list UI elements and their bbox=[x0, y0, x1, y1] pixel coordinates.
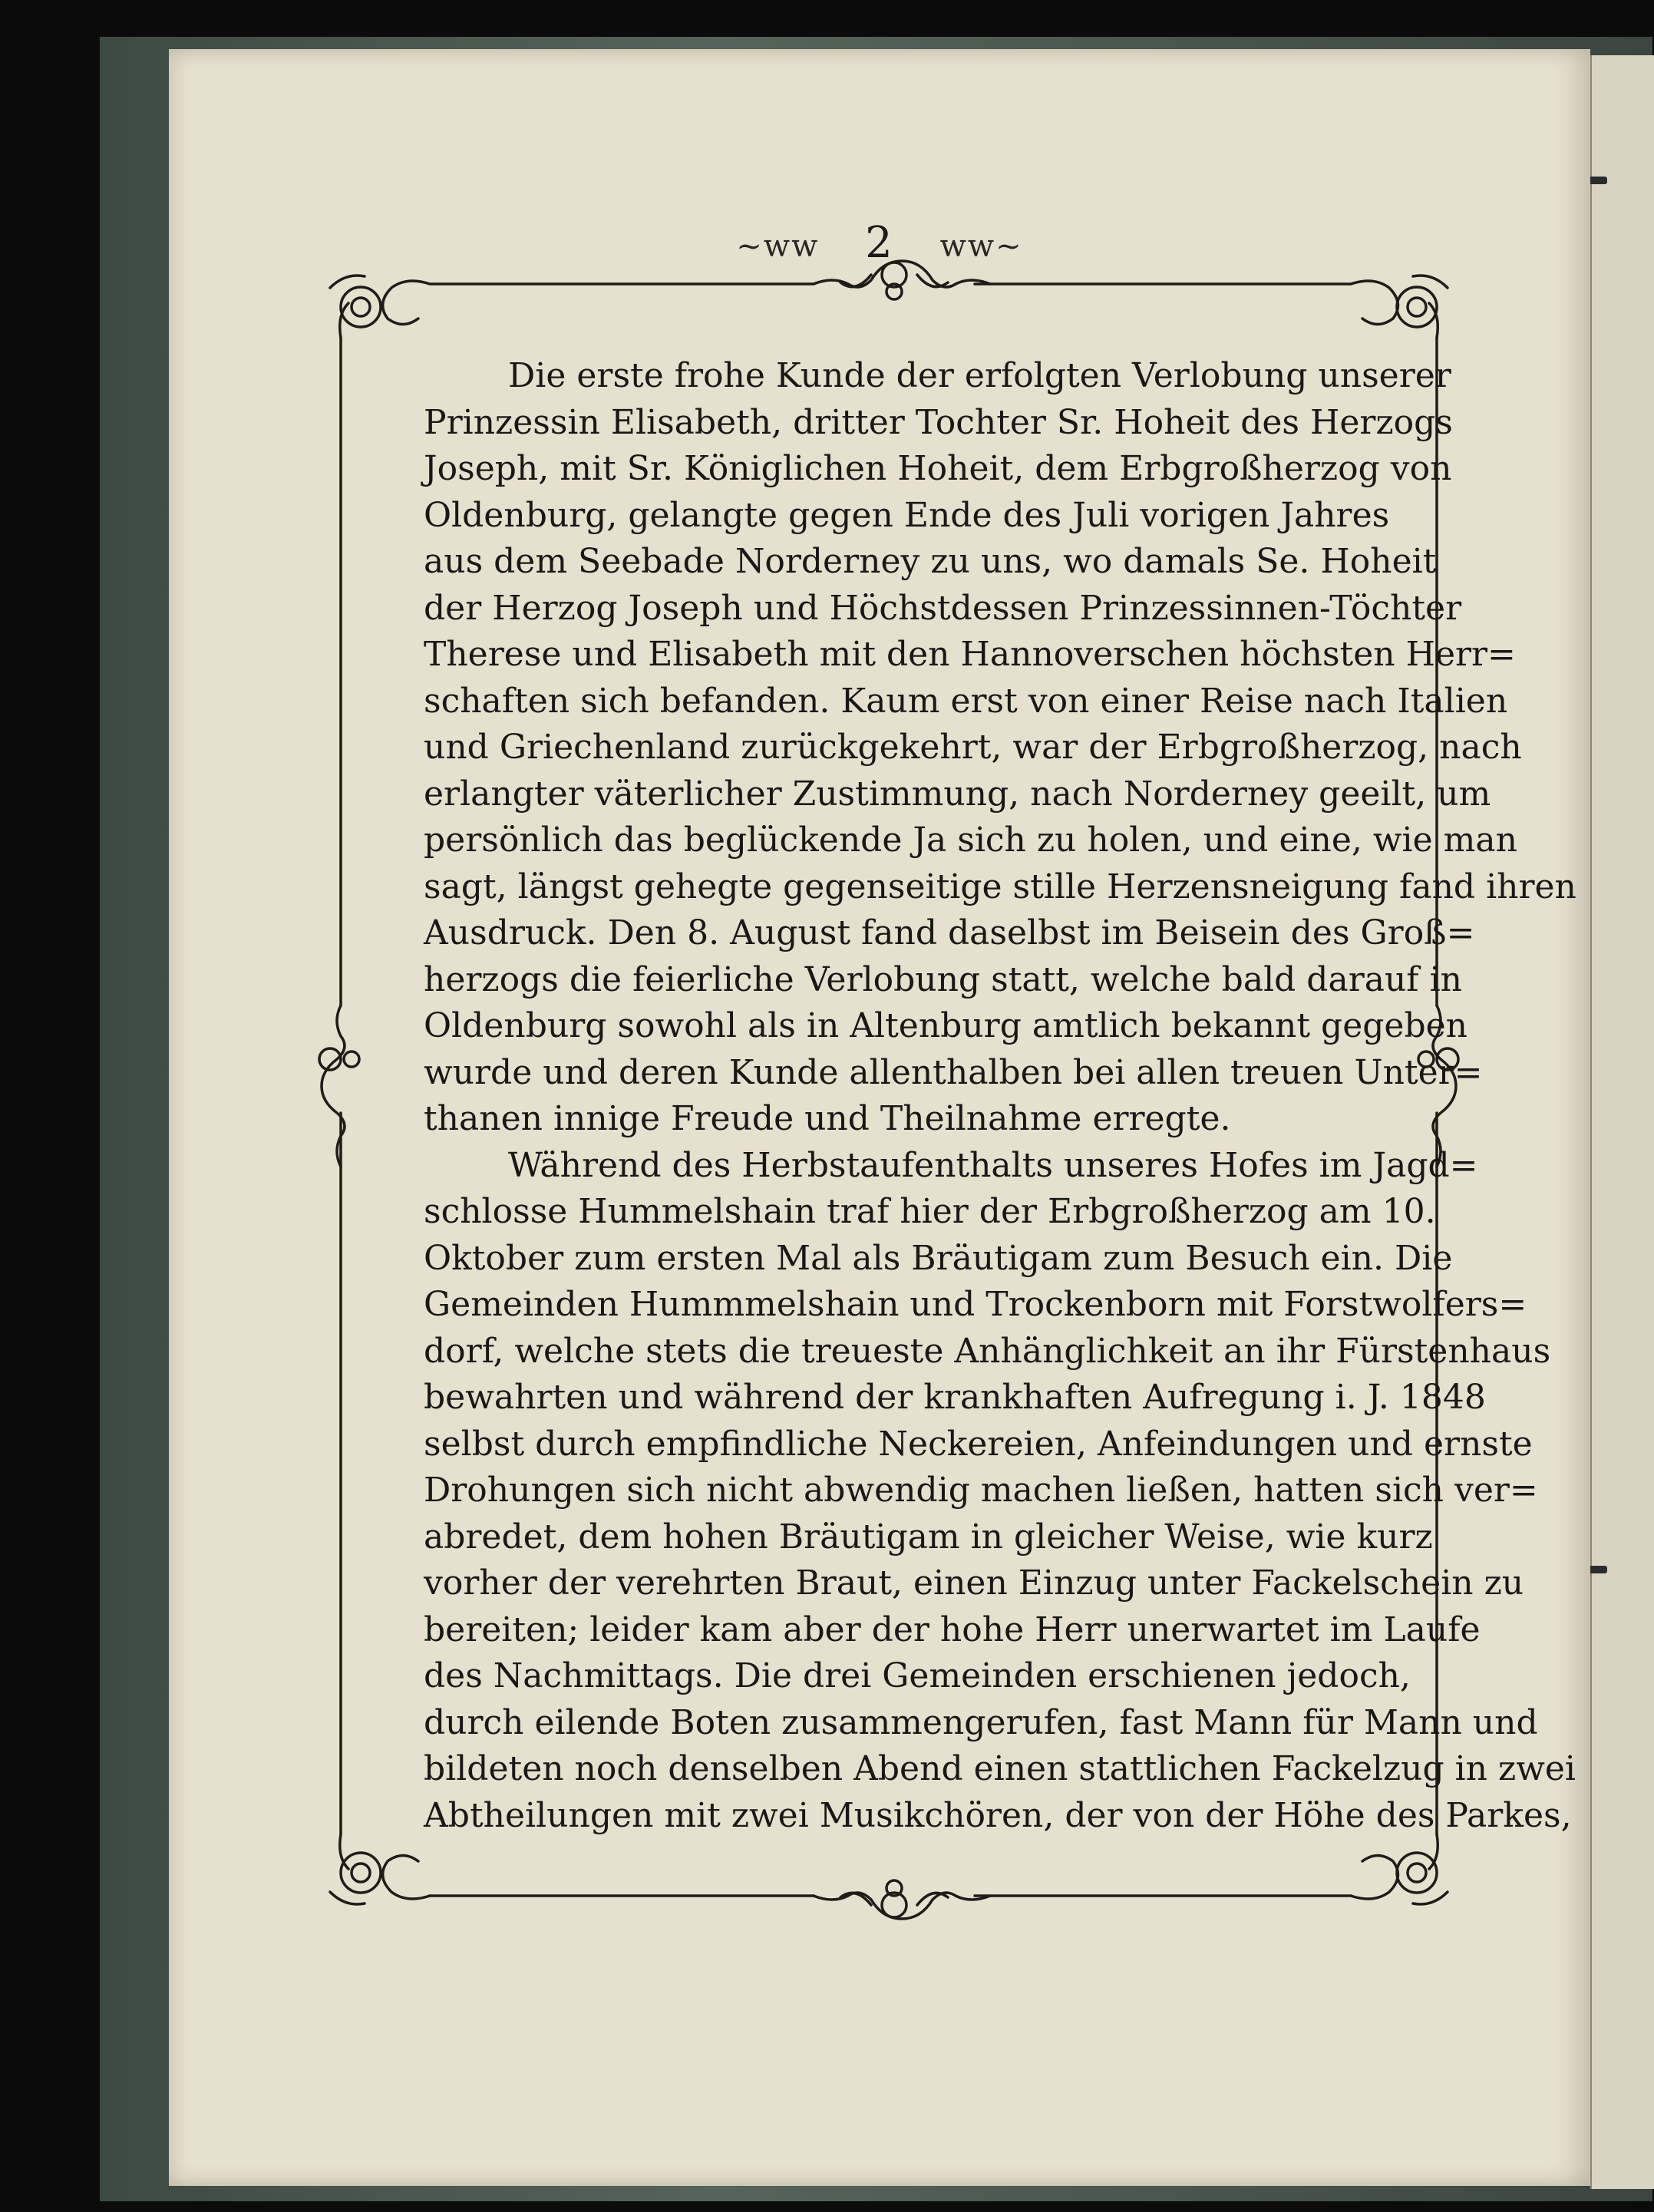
text-line: Oldenburg sowohl als in Altenburg amtlich bekannt gegeben bbox=[424, 1006, 1468, 1045]
header-swash-right: ww~ bbox=[939, 228, 1023, 264]
text-line: aus dem Seebade Norderney zu uns, wo damals Se. Hoheit bbox=[424, 542, 1437, 581]
text-line: bereiten; leider kam aber der hohe Herr unerwartet im Laufe bbox=[424, 1609, 1481, 1649]
text-line: Gemeinden Hummmelshain und Trockenborn mit Forstwolfers= bbox=[424, 1285, 1527, 1324]
text-line: Ausdruck. Den 8. August fand daselbst im Beisein des Groß= bbox=[424, 913, 1475, 952]
text-line: schlosse Hummelshain traf hier der Erbgroßherzog am 10. bbox=[424, 1192, 1436, 1231]
text-line: Abtheilungen mit zwei Musikchören, der von der Höhe des Parkes, bbox=[424, 1795, 1572, 1835]
text-line: dorf, welche stets die treueste Anhänglichkeit an ihr Fürstenhaus bbox=[424, 1331, 1551, 1371]
facing-page-edge bbox=[1590, 55, 1654, 2189]
text-line: Während des Herbstaufenthalts unseres Hofes im Jagd= bbox=[508, 1145, 1478, 1185]
text-line: sagt, längst gehegte gegenseitige stille Herzensneigung fand ihren bbox=[424, 867, 1576, 906]
text-line: wurde und deren Kunde allenthalben bei allen treuen Unter= bbox=[424, 1052, 1483, 1092]
text-line: vorher der verehrten Braut, einen Einzug unter Fackelschein zu bbox=[424, 1563, 1524, 1603]
text-line: und Griechenland zurückgekehrt, war der Erbgroßherzog, nach bbox=[424, 728, 1522, 767]
text-line: bewahrten und während der krankhaften Aufregung i. J. 1848 bbox=[424, 1378, 1486, 1417]
text-line: abredet, dem hohen Bräutigam in gleicher Weise, wie kurz bbox=[424, 1517, 1433, 1557]
text-line: herzogs die feierliche Verlobung statt, welche bald darauf in bbox=[424, 959, 1462, 999]
body-text bbox=[424, 353, 1576, 1839]
text-line: thanen innige Freude und Theilnahme erregte. bbox=[424, 1099, 1231, 1138]
text-line: des Nachmittags. Die drei Gemeinden erschienen jedoch, bbox=[424, 1656, 1411, 1695]
text-line: Joseph, mit Sr. Königlichen Hoheit, dem Erbgroßherzog von bbox=[424, 449, 1452, 488]
text-line: Prinzessin Elisabeth, dritter Tochter Sr. Hoheit des Herzogs bbox=[424, 402, 1453, 442]
text-line: selbst durch empfindliche Neckereien, Anfeindungen und ernste bbox=[424, 1424, 1533, 1464]
text-line: bildeten noch denselben Abend einen stattlichen Fackelzug in zwei bbox=[424, 1749, 1576, 1788]
text-line: Therese und Elisabeth mit den Hannoverschen höchsten Herr= bbox=[424, 635, 1516, 674]
text-line: Oldenburg, gelangte gegen Ende des Juli vorigen Jahres bbox=[424, 495, 1390, 535]
text-line: der Herzog Joseph und Höchstdessen Prinzessinnen-Töchter bbox=[424, 588, 1462, 628]
text-line: Oktober zum ersten Mal als Bräutigam zum Besuch ein. Die bbox=[424, 1238, 1453, 1278]
text-line: persönlich das beglückende Ja sich zu holen, und eine, wie man bbox=[424, 820, 1517, 860]
text-line: durch eilende Boten zusammengerufen, fast Mann für Mann und bbox=[424, 1702, 1538, 1742]
header-swash-left: ~ww bbox=[736, 228, 820, 264]
text-line: erlangter väterlicher Zustimmung, nach Norderney geeilt, um bbox=[424, 774, 1491, 814]
text-line: Die erste frohe Kunde der erfolgten Verlobung unserer bbox=[508, 356, 1451, 395]
text-line: schaften sich befanden. Kaum erst von einer Reise nach Italien bbox=[424, 681, 1508, 721]
text-line: Drohungen sich nicht abwendig machen ließen, hatten sich ver= bbox=[424, 1471, 1538, 1510]
page-number: 2 bbox=[865, 218, 894, 268]
